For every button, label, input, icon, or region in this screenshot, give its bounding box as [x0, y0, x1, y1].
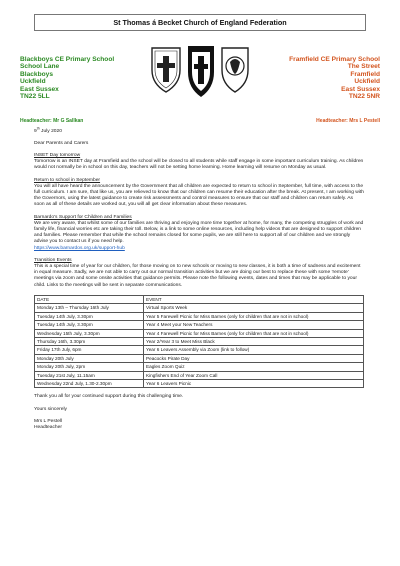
- event-name-cell: Year 4 Farewell Picnic for Miss Barnes (only for children that are not in school): [144, 329, 364, 337]
- right-school-address: [289, 56, 380, 100]
- september-body: You will all have heard the announcement by the Government that all children are expected to return to school in September, full time, with access to the full curriculum. I am sure, that like us, you are relieved to know that our children can resume their education after the break. At present, I am working with the Governors, using the latest guidance to create risk assessments and control measures to ensure that our staff and children can return safely. As soon as all of these details are worked out, you will all get clear information about these measures.: [34, 183, 365, 208]
- letter-body: [34, 128, 364, 431]
- transition-body: This is a special time of year for our children, for those moving on to new schools or moving to new classes, it is both a time of sadness and excitement in equal measure. Sadly, we are not able to carry out our normal transition activities but we are doing our best to replace these with some 'remote' meetings via zoom and some onsite activities that guidance permits. Please note the following events, dates and times that may be applicable to your child. Links to the meetings will be sent in separate communications.: [34, 264, 361, 288]
- event-date-cell: Friday 17th July, 6pm: [35, 346, 144, 354]
- table-row: [35, 312, 364, 320]
- federation-title: St Thomas á Becket Church of England Federation: [34, 14, 366, 31]
- left-school-village: Blackboys: [20, 70, 53, 78]
- right-school-village: Framfield: [350, 70, 380, 78]
- event-name-cell: Year 5 Farewell Picnic for Miss Barnes (only for children that are not in school): [144, 312, 364, 320]
- table-row: [35, 304, 364, 312]
- barnardos-heading: Barnardo's Support for Children and Families: [34, 214, 132, 220]
- inset-heading: INSET Day tomorrow: [34, 153, 81, 159]
- transition-heading: Transition Events: [34, 257, 72, 263]
- header-date: DATE: [35, 295, 144, 303]
- event-name-cell: Kingfishers End of Year Zoom Call: [144, 371, 364, 379]
- inset-body: Tomorrow is an INSET day at Framfield and the school will be closed to all students while staff engage in some important curriculum training. As children would not normally be in school on this day, teachers will not be setting home learning. Home learning will resume on Monday as usual.: [34, 159, 364, 171]
- event-name-cell: Year 2/Year 3 to Meet Miss Black: [144, 337, 364, 345]
- closing: Thank you all for your continued support during this challenging time.: [34, 394, 184, 400]
- event-name-cell: Virtual Sports Week: [144, 304, 364, 312]
- right-school-county: East Sussex: [341, 85, 380, 93]
- event-date-cell: Tuesday 14th July, 3.30pm: [35, 321, 144, 329]
- letter-date: [34, 128, 364, 135]
- left-school-county: East Sussex: [20, 85, 59, 93]
- event-name-cell: Eagles Zoom Quiz: [144, 363, 364, 371]
- left-school-town: Uckfield: [20, 78, 46, 86]
- table-row: [35, 354, 364, 362]
- event-date-cell: Tuesday 21st July, 11.15am: [35, 371, 144, 379]
- left-school-address: [20, 56, 114, 100]
- event-date-cell: Monday 20th July, 2pm: [35, 363, 144, 371]
- event-date-cell: Wednesday 15th July, 3.30pm: [35, 329, 144, 337]
- signature-title: Headteacher: [34, 424, 63, 430]
- right-school-postcode: TN22 5NR: [348, 93, 380, 101]
- table-row: [35, 346, 364, 354]
- header-event: EVENT: [144, 295, 364, 303]
- date-text: 9th July 2020: [34, 126, 62, 134]
- event-name-cell: Peacocks Pirate Day: [144, 354, 364, 362]
- events-table: [34, 295, 364, 388]
- church-crest-logo-icon: [146, 42, 254, 108]
- event-date-cell: Monday 20th July: [35, 354, 144, 362]
- signature-name: Mrs L Pestell: [34, 418, 63, 424]
- table-row: [35, 371, 364, 379]
- right-school-street: The Street: [347, 63, 380, 71]
- table-row: [35, 329, 364, 337]
- table-row: [35, 363, 364, 371]
- barnardos-link[interactable]: https://www.barnardos.org.uk/support-hub: [34, 245, 125, 251]
- table-row: [35, 321, 364, 329]
- left-school-name: Blackboys CE Primary School: [20, 56, 115, 63]
- barnardos-body: We are very aware, that whilst some of our families are thriving and enjoying more time together at home, for many, the competing struggles of work and family life, financial worries etc are taking their toll. Below, is a link to some online resources, including help videos that are designed to support children and families. Please remember that while the school remains closed for some pupils, we are still here to support all of our children and we strongly advise you to contact us if you need help.: [34, 220, 364, 245]
- september-heading: Return to school in September: [34, 177, 101, 183]
- event-name-cell: Year 4 Meet your New Teachers: [144, 321, 364, 329]
- event-name-cell: Year 6 Leavers Assembly via Zoom (link to follow): [144, 346, 364, 354]
- event-date-cell: Tuesday 14th July, 3.30pm: [35, 312, 144, 320]
- event-date-cell: Thursday 16th, 3.30pm: [35, 337, 144, 345]
- event-name-cell: Year 6 Leavers Picnic: [144, 379, 364, 387]
- left-headteacher: Headteacher: Mr G Sallkan: [20, 118, 84, 124]
- salutation: Dear Parents and Carers: [34, 140, 89, 146]
- right-headteacher: Headteacher: Mrs L Pestell: [316, 118, 380, 124]
- right-school-name: Framfield CE Primary School: [289, 56, 380, 63]
- left-school-postcode: TN22 5LL: [20, 93, 50, 101]
- table-header-row: [35, 295, 364, 303]
- table-row: [35, 337, 364, 345]
- left-school-street: School Lane: [20, 63, 60, 71]
- right-school-town: Uckfield: [354, 78, 380, 86]
- table-row: [35, 379, 364, 387]
- event-date-cell: Wednesday 22nd July, 1.30-2.30pm: [35, 379, 144, 387]
- sign-off: Yours sincerely: [34, 406, 67, 412]
- event-date-cell: Monday 13th – Thursday 16th July: [35, 304, 144, 312]
